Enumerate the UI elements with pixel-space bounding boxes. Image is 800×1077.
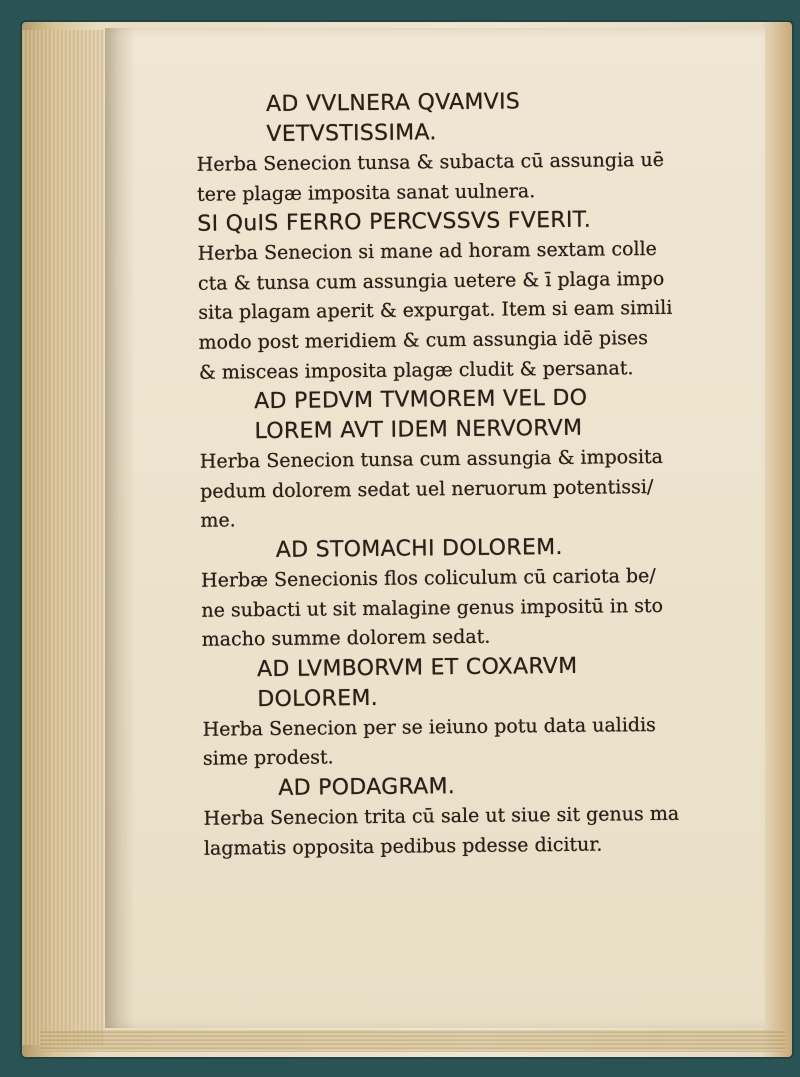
section-heading [202,650,723,715]
text-line: cta & tunsa cum assungia uetere & ī plaga impo [197,267,665,295]
text-line: AD LVMBORVM ET COXARVM [256,653,578,682]
paragraph [198,234,720,387]
text-line: Herba Senecion per se ieiuno potu data ualidis [202,713,656,741]
text-line: Herbæ Senecionis flos coliculum cū cariota be/ [200,564,656,592]
text-line: DOLOREM. [257,685,379,712]
text-line: & misceas imposita plagæ cludit & persanat. [198,356,634,384]
text-line: macho summe dolorem sedat. [201,625,491,651]
text-line: tere plagæ imposita sanat uulnera. [196,179,536,206]
text-line: AD PEDVM TVMOREM VEL DO [254,385,588,415]
text-line: VETVSTISSIMA. [266,120,437,148]
page [105,28,765,1028]
page-text [196,85,724,863]
text-line: AD VVLNERA QVAMVIS [265,89,521,118]
paragraph [200,442,721,536]
text-line: me. [200,509,236,533]
text-line: pedum dolorem sedat uel neruorum potentissi/ [200,475,654,503]
text-line: AD PODAGRAM. [278,773,456,801]
text-line: sita plagam aperit & expurgat. Item si eam simili [198,297,673,325]
paragraph [203,710,724,775]
text-line: Herba Senecion tunsa & subacta cū assungia uē [196,148,665,176]
text-line: Herba Senecion trita cū sale ut siue sit genus ma [203,802,680,830]
paragraph [203,799,724,864]
text-line: lagmatis opposita pedibus pdesse dicitur. [203,833,603,860]
text-line: sime prodest. [202,746,334,771]
text-line: SI QuIS FERRO PERCVSSVS FVERIT. [197,207,592,237]
text-line: Herba Senecion tunsa cum assungia & imposita [199,446,664,473]
page-edges-left [22,30,104,1045]
text-line: LOREM AVT IDEM NERVORVM [254,415,583,445]
text-line: modo post meridiem & cum assungia idē pises [198,326,649,354]
paragraph [197,145,718,210]
paragraph [201,561,722,655]
gutter-shadow [105,28,135,1028]
text-line: Herba Senecion si mane ad horam sextam colle [197,238,657,265]
section-heading [199,382,720,447]
page-edges-bottom [40,1030,785,1052]
text-line: AD STOMACHI DOLOREM. [275,534,563,563]
text-line: ne subacti ut sit malagine genus impositū in sto [201,594,664,622]
section-heading [196,85,717,150]
